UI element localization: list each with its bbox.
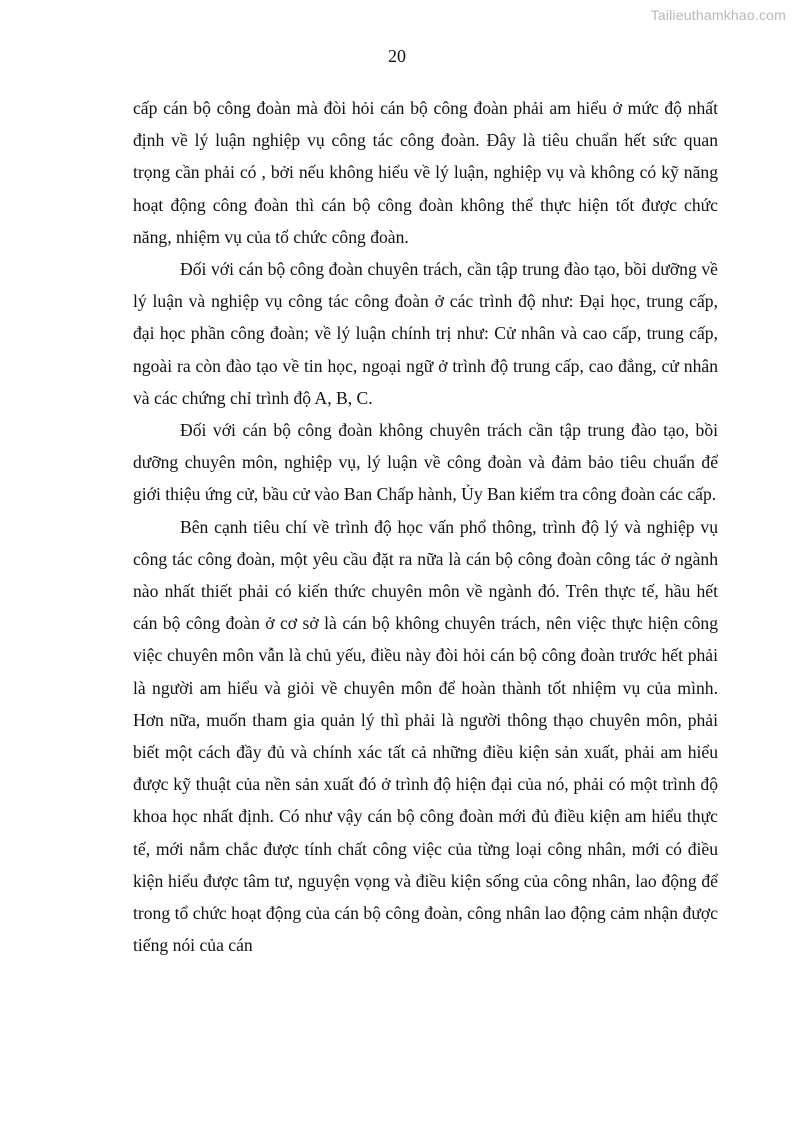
page-number: 20 <box>388 46 406 66</box>
paragraph-full-time-cadres: Đối với cán bộ công đoàn chuyên trách, cần tập trung đào tạo, bồi dưỡng về lý luận và nghiệp vụ công tác công đoàn ở các trình độ như: Đại học, trung cấp, đại học phần công đoàn; về lý luận chính trị như: Cử nhân và cao cấp, trung cấp, ngoài ra còn đào tạo về tin học, ngoại ngữ ở trình độ trung cấp, cao đẳng, cử nhân và các chứng chỉ trình độ A, B, C. <box>133 259 718 408</box>
body-text <box>133 92 718 961</box>
paragraph-professional-knowledge: Bên cạnh tiêu chí về trình độ học vấn phổ thông, trình độ lý và nghiệp vụ công tác công đoàn, một yêu cầu đặt ra nữa là cán bộ công đoàn công tác ở ngành nào nhất thiết phải có kiến thức chuyên môn về ngành đó. Trên thực tế, hầu hết cán bộ công đoàn ở cơ sở là cán bộ không chuyên trách, nên việc thực hiện công việc chuyên môn vẫn là chủ yếu, điều này đòi hỏi cán bộ công đoàn trước hết phải là người am hiểu và giỏi về chuyên môn để hoàn thành tốt nhiệm vụ của mình. Hơn nữa, muốn tham gia quản lý thì phải là người thông thạo chuyên môn, phải biết một cách đầy đủ và chính xác tất cả những điều kiện sản xuất, phải am hiểu được kỹ thuật của nền sản xuất đó ở trình độ hiện đại của nó, phải có một trình độ khoa học nhất định. Có như vậy cán bộ công đoàn mới đủ điều kiện am hiểu thực tế, mới nắm chắc được tính chất công việc của từng loại công nhân, mới có điều kiện hiểu được tâm tư, nguyện vọng và điều kiện sống của công nhân, lao động để trong tổ chức hoạt động của cán bộ công đoàn, công nhân lao động cảm nhận được tiếng nói của cán <box>133 516 718 956</box>
watermark: Tailieuthamkhao.com <box>650 7 786 23</box>
paragraph-continuation: cấp cán bộ công đoàn mà đòi hỏi cán bộ công đoàn phải am hiểu ở mức độ nhất định về lý luận nghiệp vụ công tác công đoàn. Đây là tiêu chuẩn hết sức quan trọng cần phải có , bởi nếu không hiểu về lý luận, nghiệp vụ và không có kỹ năng hoạt động công đoàn thì cán bộ công đoàn không thể thực hiện tốt được chức năng, nhiệm vụ của tổ chức công đoàn. <box>133 98 718 247</box>
paragraph-part-time-cadres: Đối với cán bộ công đoàn không chuyên trách cần tập trung đào tạo, bồi dưỡng chuyên môn, nghiệp vụ, lý luận về công đoàn và đảm bảo tiêu chuẩn để giới thiệu ứng cử, bầu cử vào Ban Chấp hành, Ủy Ban kiểm tra công đoàn các cấp. <box>133 420 718 505</box>
